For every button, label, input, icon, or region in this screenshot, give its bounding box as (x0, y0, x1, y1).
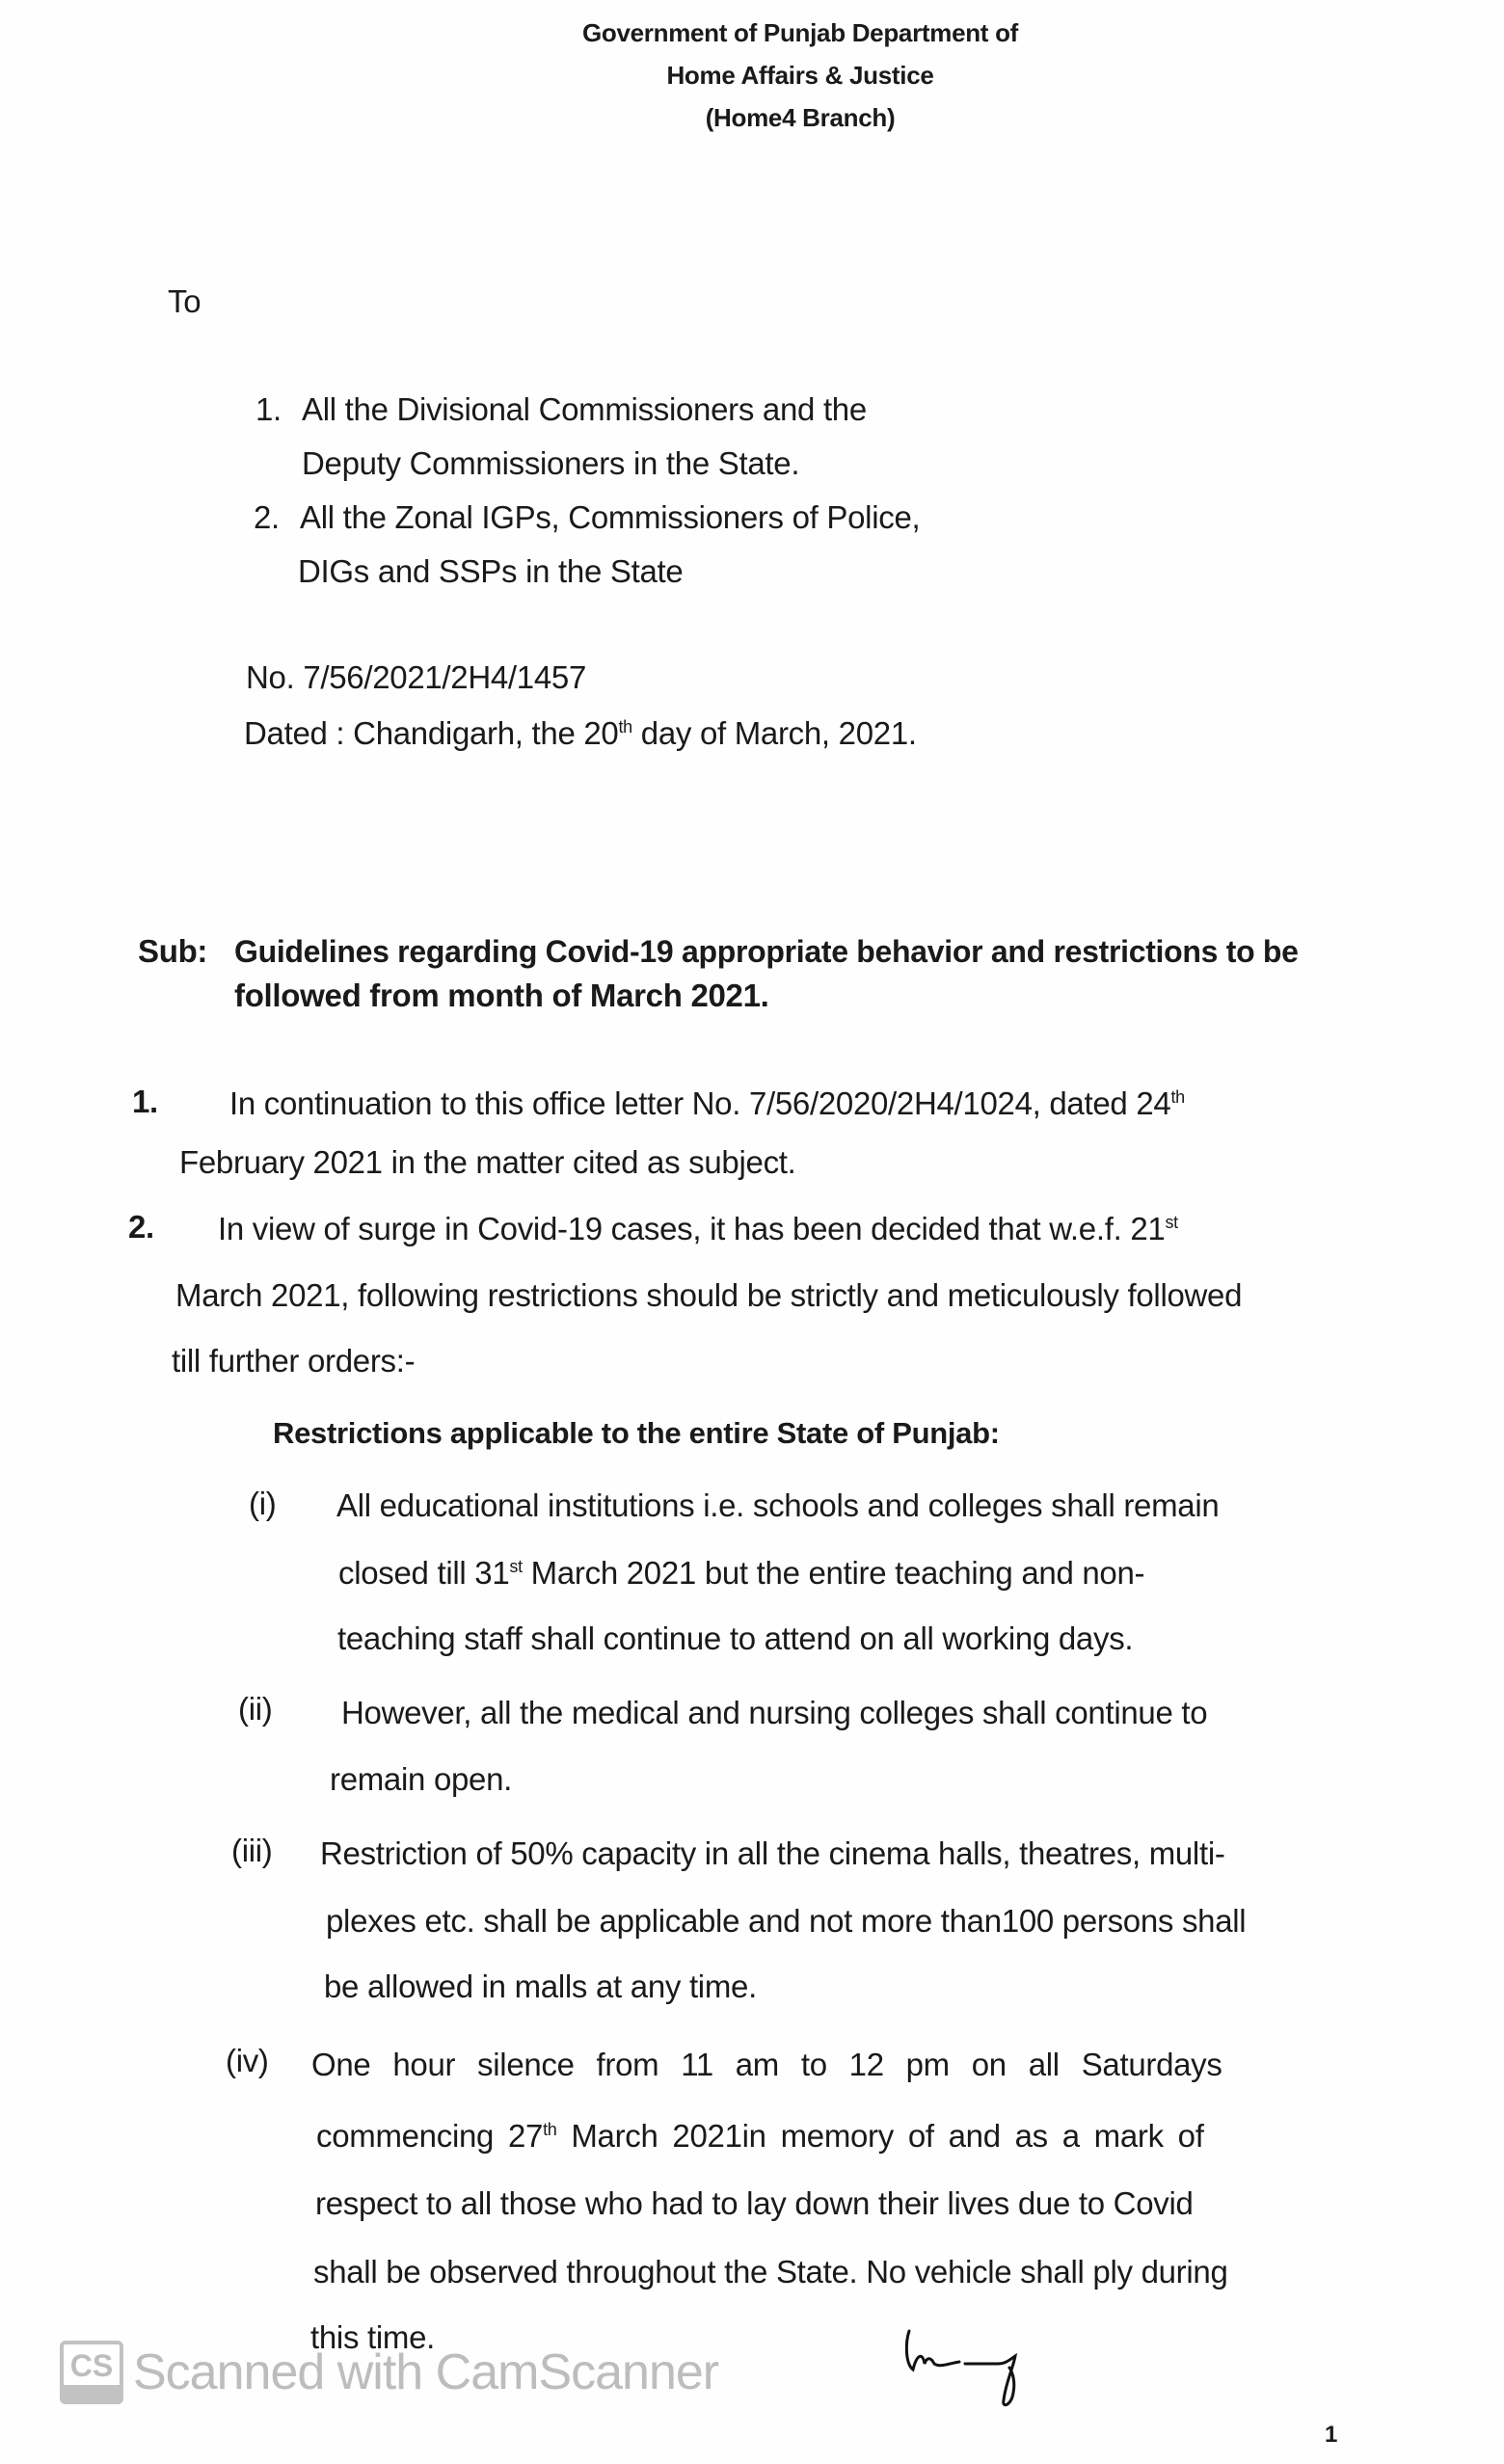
paragraph-2-number: 2. (128, 1209, 154, 1245)
paragraph-2-line-1-text: In view of surge in Covid-19 cases, it has been decided that w.e.f. 21 (218, 1211, 1166, 1246)
item-iv-sup: th (543, 2120, 557, 2139)
reference-date-prefix: Dated : Chandigarh, the 20 (244, 715, 619, 751)
item-iii-line-3: be allowed in malls at any time. (324, 1969, 757, 2004)
item-iv-line-2-rest: March 2021in memory of and as a mark of (556, 2118, 1204, 2154)
recipient-2-number: 2. (254, 499, 280, 535)
paragraph-2-line-3: till further orders:- (172, 1343, 416, 1379)
camscanner-logo-icon (60, 2341, 123, 2404)
paragraph-2-sup: st (1165, 1213, 1178, 1232)
item-i-line-2 (338, 1554, 1144, 1593)
item-i-line-2-text: closed till 31 (338, 1555, 510, 1591)
item-iii-line-1: Restriction of 50% capacity in all the cinema halls, theatres, multi- (320, 1835, 1225, 1871)
header-line-3: (Home4 Branch) (705, 103, 896, 132)
item-iv-line-2-text: commencing 27 (316, 2118, 544, 2154)
item-i-number: (i) (249, 1486, 277, 1521)
item-iv-line-5: this time. (310, 2319, 436, 2355)
page-number: 1 (1325, 2422, 1338, 2448)
item-i-sup: st (509, 1557, 523, 1576)
camscanner-logo-text: CS (69, 2348, 114, 2383)
reference-number: No. 7/56/2021/2H4/1457 (246, 659, 587, 695)
paragraph-1-line-1 (229, 1085, 1185, 1123)
reference-date-suffix: day of March, 2021. (631, 715, 917, 751)
item-iv-line-1: One hour silence from 11 am to 12 pm on all Saturdays (311, 2047, 1222, 2082)
item-iv-line-3: respect to all those who had to lay down their lives due to Covid (315, 2185, 1194, 2221)
subject-label: Sub: (138, 933, 208, 969)
header-line-1: Government of Punjab Department of (581, 18, 1019, 47)
paragraph-2-line-2: March 2021, following restrictions should be strictly and meticulously followed (175, 1277, 1243, 1313)
camscanner-watermark (60, 2341, 718, 2404)
recipient-1-number: 1. (255, 391, 282, 427)
subject-line-1: Guidelines regarding Covid-19 appropriate behavior and restrictions to be (234, 934, 1299, 969)
recipient-2-line-1: All the Zonal IGPs, Commissioners of Police, (300, 499, 921, 535)
paragraph-1-line-1-text: In continuation to this office letter No. 7/56/2020/2H4/1024, dated 24 (229, 1085, 1171, 1121)
reference-date (244, 714, 917, 753)
paragraph-1-number: 1. (132, 1084, 158, 1119)
item-iii-line-2: plexes etc. shall be applicable and not more than100 persons shall (326, 1903, 1247, 1939)
paragraph-2-line-1 (218, 1210, 1178, 1248)
subject-line-2: followed from month of March 2021. (234, 978, 769, 1013)
recipient-1-line-2: Deputy Commissioners in the State. (302, 445, 800, 481)
header-line-2: Home Affairs & Justice (666, 61, 934, 90)
item-iv-number: (iv) (226, 2043, 269, 2078)
camscanner-logo-bar (60, 2385, 123, 2404)
item-ii-line-2: remain open. (330, 1761, 513, 1797)
item-iv-line-4: shall be observed throughout the State. No vehicle shall ply during (313, 2254, 1228, 2290)
item-iv-line-2 (316, 2117, 1204, 2156)
reference-date-sup: th (618, 717, 632, 737)
restrictions-heading: Restrictions applicable to the entire State of Punjab: (273, 1416, 1000, 1450)
item-ii-number: (ii) (238, 1691, 273, 1727)
recipient-1-line-1: All the Divisional Commissioners and the (302, 391, 867, 427)
item-ii-line-1: However, all the medical and nursing colleges shall continue to (341, 1695, 1208, 1730)
paragraph-1-line-2: February 2021 in the matter cited as subject. (179, 1144, 796, 1180)
camscanner-watermark-text: Scanned with CamScanner (133, 2344, 719, 2400)
item-i-line-1: All educational institutions i.e. schools and colleges shall remain (336, 1487, 1220, 1523)
to-label: To (168, 283, 201, 319)
paragraph-1-sup: th (1170, 1087, 1185, 1107)
signature-icon (901, 2325, 1094, 2412)
item-i-line-3: teaching staff shall continue to attend on all working days. (337, 1620, 1134, 1656)
item-i-line-2-rest: March 2021 but the entire teaching and non- (522, 1555, 1145, 1591)
item-iii-number: (iii) (231, 1833, 273, 1868)
recipient-2-line-2: DIGs and SSPs in the State (298, 553, 684, 589)
